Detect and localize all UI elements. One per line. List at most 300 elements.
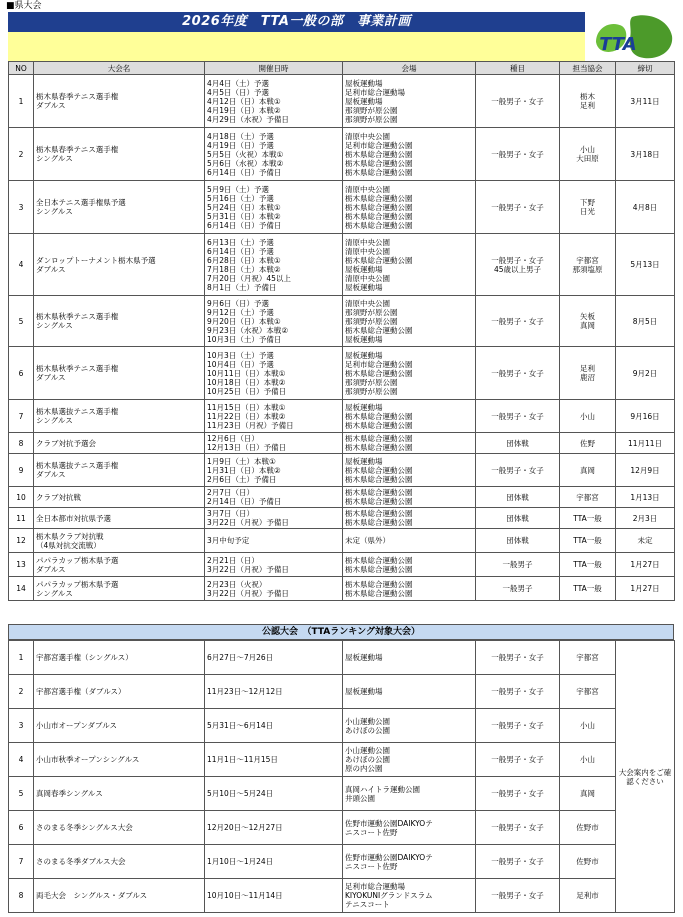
event-dates-line: 3月7日（日） xyxy=(207,509,255,518)
venue-line: 栃木県総合運動公園 xyxy=(345,497,413,506)
host-association xyxy=(560,454,616,487)
event-dates-line: 12月6日（日） xyxy=(207,434,259,443)
venue-line: あけぼの公園 xyxy=(345,725,390,735)
row-no-line: 4 xyxy=(18,260,24,269)
tournament-name-line: 栃木県春季テニス選手権 xyxy=(36,145,119,154)
row-no xyxy=(9,675,34,709)
host-association-line: 矢板 xyxy=(580,312,595,321)
row-no xyxy=(9,777,34,811)
host-association xyxy=(560,75,616,128)
host-association xyxy=(560,709,616,743)
venue xyxy=(343,553,476,577)
event-category-line: 一般男子・女子 xyxy=(491,857,544,866)
event-dates-line: 1月9日（土）本戦① xyxy=(207,456,276,466)
venue-line: 栃木県総合運動公園 xyxy=(345,564,413,574)
table-row xyxy=(9,845,675,879)
row-no xyxy=(9,128,34,181)
venue-line: 那須野が原公園 xyxy=(345,377,398,387)
venue xyxy=(343,577,476,601)
deadline xyxy=(616,508,675,529)
tournament-name-line: さのまる冬季ダブルス大会 xyxy=(36,857,126,866)
row-no xyxy=(9,487,34,508)
event-period-line: 10月10日〜11月14日 xyxy=(207,891,283,900)
venue-line: 栃木県総合運動公園 xyxy=(345,518,413,527)
venue-line: 未定（県外） xyxy=(345,536,390,545)
tournament-name xyxy=(34,454,205,487)
row-no-line: 8 xyxy=(18,438,24,448)
event-dates xyxy=(205,234,343,296)
event-category xyxy=(476,811,560,845)
event-category-line: 一般男子・女子 xyxy=(491,789,544,798)
event-dates-line: 1月31日（日）本戦② xyxy=(207,465,281,475)
row-no-line: 10 xyxy=(16,492,26,502)
venue-line: 清原中央公園 xyxy=(345,246,390,256)
host-association xyxy=(560,181,616,234)
tournament-name xyxy=(34,181,205,234)
deadline xyxy=(616,234,675,296)
col-venue: 会場 xyxy=(343,62,476,75)
row-no-line: 1 xyxy=(18,653,24,662)
guide-note: 大会案内をご確認ください xyxy=(616,641,675,913)
tournament-name-line: ダンロップトーナメント栃木県予選 xyxy=(36,255,156,265)
tournament-name-line: 真岡春季シングルス xyxy=(36,789,103,798)
row-no-line: 12 xyxy=(16,536,26,545)
event-dates-line: 2月6日（土）予備日 xyxy=(207,474,277,484)
tournament-name-line: シングルス xyxy=(36,321,73,330)
row-no-line: 3 xyxy=(18,202,24,212)
event-dates-line: 6月13日（土）予選 xyxy=(207,237,274,247)
event-period xyxy=(205,777,343,811)
event-category-line: 一般男子・女子 xyxy=(491,368,544,378)
event-category xyxy=(476,296,560,347)
event-dates xyxy=(205,433,343,454)
event-dates-line: 10月11日（日）本戦① xyxy=(207,368,286,378)
event-dates-line: 5月6日（水祝）本戦② xyxy=(207,158,284,168)
event-dates xyxy=(205,400,343,433)
event-category xyxy=(476,487,560,508)
venue xyxy=(343,128,476,181)
host-association xyxy=(560,529,616,553)
venue-line: 屋板運動場 xyxy=(345,282,383,292)
event-category-line: 一般男子・女子 xyxy=(491,687,544,696)
tournament-name-line: 小山市秋季オープンシングルス xyxy=(36,755,140,764)
venue-line: 足利市総合運動公園 xyxy=(345,359,413,369)
row-no xyxy=(9,347,34,400)
venue xyxy=(343,811,476,845)
host-association-line: 真岡 xyxy=(580,465,595,475)
tournament-name-line: パパラカップ栃木県予選 xyxy=(36,579,119,589)
host-association-line: 栃木 xyxy=(580,92,595,101)
event-category xyxy=(476,454,560,487)
row-no xyxy=(9,75,34,128)
host-association xyxy=(560,128,616,181)
row-no xyxy=(9,181,34,234)
row-no xyxy=(9,845,34,879)
row-no xyxy=(9,709,34,743)
host-association-line: 鹿沼 xyxy=(580,373,595,382)
tournament-name-line: クラブ対抗予選会 xyxy=(36,438,96,448)
tournament-name-line: シングルス xyxy=(36,588,73,598)
event-category-line: 一般男子・女子 xyxy=(491,316,544,326)
tournament-name xyxy=(34,400,205,433)
row-no xyxy=(9,811,34,845)
event-dates xyxy=(205,487,343,508)
event-dates-line: 3月22日（月祝）予備日 xyxy=(207,564,289,574)
tournament-name xyxy=(34,529,205,553)
venue-line: 清原中央公園 xyxy=(345,131,390,141)
tournament-name-line: 宇都宮選手権（シングルス） xyxy=(36,653,133,662)
venue xyxy=(343,508,476,529)
tournament-name-line: 小山市オープンダブルス xyxy=(36,721,117,730)
venue-line: 屋板運動場 xyxy=(345,402,383,412)
event-dates xyxy=(205,508,343,529)
event-period-line: 6月27日〜7月26日 xyxy=(207,653,274,662)
event-dates-line: 9月6日（日）予選 xyxy=(207,298,270,308)
prefectural-table xyxy=(8,61,675,601)
deadline-line: 12月9日 xyxy=(630,465,660,475)
tournament-name-line: 栃木県秋季テニス選手権 xyxy=(36,364,119,373)
event-dates-line: 4月29日（水祝）予備日 xyxy=(207,114,289,124)
row-no xyxy=(9,508,34,529)
row-no xyxy=(9,553,34,577)
table-row xyxy=(9,234,675,296)
event-category xyxy=(476,577,560,601)
event-dates-line: 5月16日（土）予選 xyxy=(207,193,274,203)
venue-line: 那須野が原公園 xyxy=(345,105,398,115)
row-no-line: 6 xyxy=(18,368,24,378)
table-row xyxy=(9,75,675,128)
host-association-line: 宇都宮 xyxy=(576,653,599,662)
deadline-line: 11月11日 xyxy=(627,438,663,448)
table-row xyxy=(9,181,675,234)
tournament-name-line: ダブルス xyxy=(36,101,66,110)
venue-line: 佐野市運動公園DAIKYOテ xyxy=(345,818,433,828)
event-category xyxy=(476,641,560,675)
table-row xyxy=(9,777,675,811)
event-dates-line: 10月25日（日）予備日 xyxy=(207,386,287,396)
row-no-line: 2 xyxy=(18,687,24,696)
venue xyxy=(343,879,476,913)
table-row xyxy=(9,296,675,347)
event-category-line: 団体戦 xyxy=(506,438,529,448)
host-association-line: 日光 xyxy=(580,207,595,216)
official-table xyxy=(8,640,675,913)
row-no-line: 7 xyxy=(18,411,24,421)
venue-line: 井頭公園 xyxy=(345,793,375,803)
table-row xyxy=(9,709,675,743)
deadline-line: 9月2日 xyxy=(632,368,658,378)
deadline-line: 1月27日 xyxy=(630,560,660,569)
row-no xyxy=(9,400,34,433)
row-no-line: 4 xyxy=(18,755,24,764)
event-dates-line: 11月23日（月祝）予備日 xyxy=(207,420,294,430)
host-association-line: 足利 xyxy=(580,101,595,110)
row-no-line: 9 xyxy=(18,465,24,475)
event-dates-line: 2月23日（火祝） xyxy=(207,579,267,589)
col-dates: 開催日時 xyxy=(205,62,343,75)
tournament-name-line: ダブルス xyxy=(36,264,66,274)
tournament-name-line: 栃木県秋季テニス選手権 xyxy=(36,312,119,321)
event-category xyxy=(476,553,560,577)
event-category xyxy=(476,347,560,400)
venue xyxy=(343,845,476,879)
host-association-line: 大田原 xyxy=(576,154,599,163)
venue-line: 栃木県総合運動公園 xyxy=(345,167,413,177)
event-category-line: 一般男子・女子 xyxy=(491,202,544,212)
event-category xyxy=(476,508,560,529)
event-period-line: 1月10日〜1月24日 xyxy=(207,857,274,866)
deadline xyxy=(616,347,675,400)
event-category xyxy=(476,128,560,181)
event-dates-line: 4月19日（日）予選 xyxy=(207,140,274,150)
venue-line: 佐野市運動公園DAIKYOテ xyxy=(345,852,433,862)
venue-line: 栃木県総合運動公園 xyxy=(345,220,413,230)
tournament-name-line: シングルス xyxy=(36,207,73,216)
venue-line: 清原中央公園 xyxy=(345,184,390,194)
event-dates-line: 3月中旬予定 xyxy=(207,536,250,545)
event-dates-line: 10月18日（日）本戦② xyxy=(207,377,286,387)
tournament-name xyxy=(34,879,205,913)
event-dates-line: 3月22日（月祝）予備日 xyxy=(207,518,289,527)
event-dates-line: 7月18日（土）本戦② xyxy=(207,264,281,274)
deadline xyxy=(616,529,675,553)
row-no xyxy=(9,454,34,487)
event-period-line: 5月10日〜5月24日 xyxy=(207,789,274,798)
table-row xyxy=(9,743,675,777)
venue-line: 栃木県総合運動公園 xyxy=(345,325,413,335)
venue-line: 栃木県総合運動公園 xyxy=(345,579,413,589)
table-row xyxy=(9,347,675,400)
host-association xyxy=(560,400,616,433)
event-category-line: 一般男子・女子 xyxy=(491,721,544,730)
venue-line: 栃木県総合運動公園 xyxy=(345,158,413,168)
tournament-name xyxy=(34,675,205,709)
event-category xyxy=(476,743,560,777)
host-association-line: TTA一般 xyxy=(573,513,602,523)
venue xyxy=(343,75,476,128)
event-category-line: 一般男子・女子 xyxy=(491,96,544,106)
row-no-line: 11 xyxy=(16,513,26,523)
row-no-line: 5 xyxy=(18,316,24,326)
host-association-line: 佐野市 xyxy=(576,823,599,832)
venue-line: 清原中央公園 xyxy=(345,273,390,283)
event-dates xyxy=(205,181,343,234)
venue-line: 清原中央公園 xyxy=(345,237,390,247)
deadline xyxy=(616,128,675,181)
deadline-line: 4月8日 xyxy=(632,202,658,212)
host-association xyxy=(560,577,616,601)
host-association xyxy=(560,845,616,879)
host-association-line: 小山 xyxy=(580,721,595,730)
host-association-line: TTA一般 xyxy=(573,560,602,569)
venue-line: 原の内公園 xyxy=(345,764,383,773)
event-dates-line: 9月20日（日）本戦① xyxy=(207,316,281,326)
tournament-name xyxy=(34,709,205,743)
tournament-name xyxy=(34,553,205,577)
event-period-line: 12月20日〜12月27日 xyxy=(207,823,283,832)
tournament-name xyxy=(34,777,205,811)
tournament-name xyxy=(34,508,205,529)
col-event: 種目 xyxy=(476,62,560,75)
venue-line: 栃木県総合運動公園 xyxy=(345,411,413,421)
tournament-name-line: ダブルス xyxy=(36,564,66,574)
venue-line: 屋板運動場 xyxy=(345,456,383,466)
row-no-line: 2 xyxy=(18,149,24,159)
table-row xyxy=(9,553,675,577)
venue-line: 足利市総合運動公園 xyxy=(345,140,413,150)
event-dates-line: 4月4日（土）予選 xyxy=(207,78,270,88)
event-category-line: 一般男子・女子 xyxy=(491,465,544,475)
event-period xyxy=(205,675,343,709)
col-assoc: 担当協会 xyxy=(560,62,616,75)
table-row xyxy=(9,433,675,454)
venue-line: ニスコート佐野 xyxy=(345,861,398,871)
tournament-name-line: 両毛大会 シングルス・ダブルス xyxy=(36,891,148,900)
deadline xyxy=(616,181,675,234)
tournament-name-line: シングルス xyxy=(36,154,73,163)
event-dates-line: 12月13日（日）予備日 xyxy=(207,443,287,452)
venue-line: 屋板運動場 xyxy=(345,264,383,274)
event-category-line: 一般男子・女子 xyxy=(491,411,544,421)
event-period xyxy=(205,743,343,777)
tournament-name-line: パパラカップ栃木県予選 xyxy=(36,555,119,565)
host-association xyxy=(560,777,616,811)
host-association xyxy=(560,508,616,529)
venue-line: 栃木県総合運動公園 xyxy=(345,255,413,265)
venue xyxy=(343,709,476,743)
event-category xyxy=(476,433,560,454)
row-no-line: 1 xyxy=(18,96,24,106)
table-row xyxy=(9,128,675,181)
tournament-name xyxy=(34,75,205,128)
logo-text: TTA xyxy=(599,34,637,55)
event-category xyxy=(476,845,560,879)
row-no-line: 13 xyxy=(16,560,26,569)
event-period-line: 11月23日〜12月12日 xyxy=(207,687,283,696)
tournament-name-line: 全日本テニス選手権県予選 xyxy=(36,198,126,207)
venue-line: 栃木県総合運動公園 xyxy=(345,488,413,497)
venue-line: 栃木県総合運動公園 xyxy=(345,443,413,452)
event-dates-line: 10月4日（日）予選 xyxy=(207,359,274,369)
deadline xyxy=(616,487,675,508)
row-no xyxy=(9,296,34,347)
deadline xyxy=(616,577,675,601)
venue xyxy=(343,487,476,508)
tournament-name xyxy=(34,487,205,508)
host-association xyxy=(560,296,616,347)
event-dates-line: 6月28日（日）本戦① xyxy=(207,255,281,265)
venue-line: 那須野が原公園 xyxy=(345,386,398,396)
deadline xyxy=(616,296,675,347)
event-dates-line: 2月7日（日） xyxy=(207,488,255,497)
event-dates-line: 4月19日（日）本戦② xyxy=(207,105,281,115)
event-category-line: 一般男子・女子 xyxy=(491,653,544,662)
tournament-name-line: シングルス xyxy=(36,416,73,425)
host-association xyxy=(560,553,616,577)
event-dates-line: 4月18日（土）予選 xyxy=(207,131,274,141)
venue-line: あけぼの公園 xyxy=(345,755,390,764)
event-category xyxy=(476,675,560,709)
event-dates-line: 3月22日（月祝）予備日 xyxy=(207,588,289,598)
event-dates-line: 2月21日（日） xyxy=(207,555,259,565)
venue-line: 栃木県総合運動公園 xyxy=(345,434,413,443)
event-dates xyxy=(205,553,343,577)
event-dates-line: 2月14日（日）予備日 xyxy=(207,497,282,506)
tournament-name xyxy=(34,577,205,601)
table-row xyxy=(9,675,675,709)
table-row xyxy=(9,400,675,433)
host-association xyxy=(560,675,616,709)
venue xyxy=(343,454,476,487)
venue-line: 小山運動公園 xyxy=(345,746,390,755)
tournament-name xyxy=(34,128,205,181)
venue xyxy=(343,296,476,347)
event-category-line: 一般男子・女子 xyxy=(491,255,544,265)
col-name: 大会名 xyxy=(34,62,205,75)
row-no xyxy=(9,529,34,553)
host-association-line: 真岡 xyxy=(580,321,595,330)
host-association xyxy=(560,811,616,845)
row-no-line: 3 xyxy=(18,721,24,730)
venue-line: KIYOKUNIグランドスラム xyxy=(345,891,433,900)
host-association-line: 小山 xyxy=(580,755,595,764)
host-association-line: 那須塩原 xyxy=(572,264,603,274)
venue-line: 栃木県総合運動公園 xyxy=(345,420,413,430)
venue-line: 小山運動公園 xyxy=(345,716,390,726)
tta-logo xyxy=(588,12,676,62)
venue xyxy=(343,347,476,400)
venue-line: 那須野が原公園 xyxy=(345,316,398,326)
tournament-name-line: ダブルス xyxy=(36,373,66,382)
venue-line: 屋板運動場 xyxy=(345,350,383,360)
row-no-line: 6 xyxy=(18,823,24,832)
host-association-line: TTA一般 xyxy=(573,536,602,545)
venue-line: 屋板運動場 xyxy=(345,78,383,88)
event-category-line: 一般男子 xyxy=(502,560,533,569)
venue xyxy=(343,529,476,553)
venue xyxy=(343,234,476,296)
event-category xyxy=(476,75,560,128)
venue-line: 栃木県総合運動公園 xyxy=(345,588,413,598)
event-dates-line: 10月3日（土）予選 xyxy=(207,350,274,360)
event-category-line: 45歳以上男子 xyxy=(493,264,542,274)
event-category-line: 一般男子・女子 xyxy=(491,149,544,159)
host-association xyxy=(560,879,616,913)
event-category-line: 一般男子・女子 xyxy=(491,891,544,900)
venue-line: 真岡ハイトラ運動公園 xyxy=(345,784,420,794)
host-association xyxy=(560,234,616,296)
venue-line: 栃木県総合運動公園 xyxy=(345,465,413,475)
event-dates-line: 9月23日（水祝）本戦② xyxy=(207,325,289,335)
venue-line: 足利市総合運動場 xyxy=(345,882,405,891)
host-association-line: 下野 xyxy=(580,198,595,207)
venue-line: 栃木県総合運動公園 xyxy=(345,193,413,203)
tournament-name xyxy=(34,347,205,400)
venue xyxy=(343,675,476,709)
event-category xyxy=(476,181,560,234)
table-header xyxy=(9,62,675,75)
table-row xyxy=(9,529,675,553)
event-category xyxy=(476,400,560,433)
venue-line: テニスコート xyxy=(345,900,390,909)
tournament-name xyxy=(34,811,205,845)
section-label: ■県大会 xyxy=(6,1,42,11)
venue-line: 屋板運動場 xyxy=(345,334,383,344)
event-dates xyxy=(205,75,343,128)
event-category-line: 一般男子・女子 xyxy=(491,755,544,764)
event-dates xyxy=(205,296,343,347)
host-association-line: 真岡 xyxy=(580,789,595,798)
